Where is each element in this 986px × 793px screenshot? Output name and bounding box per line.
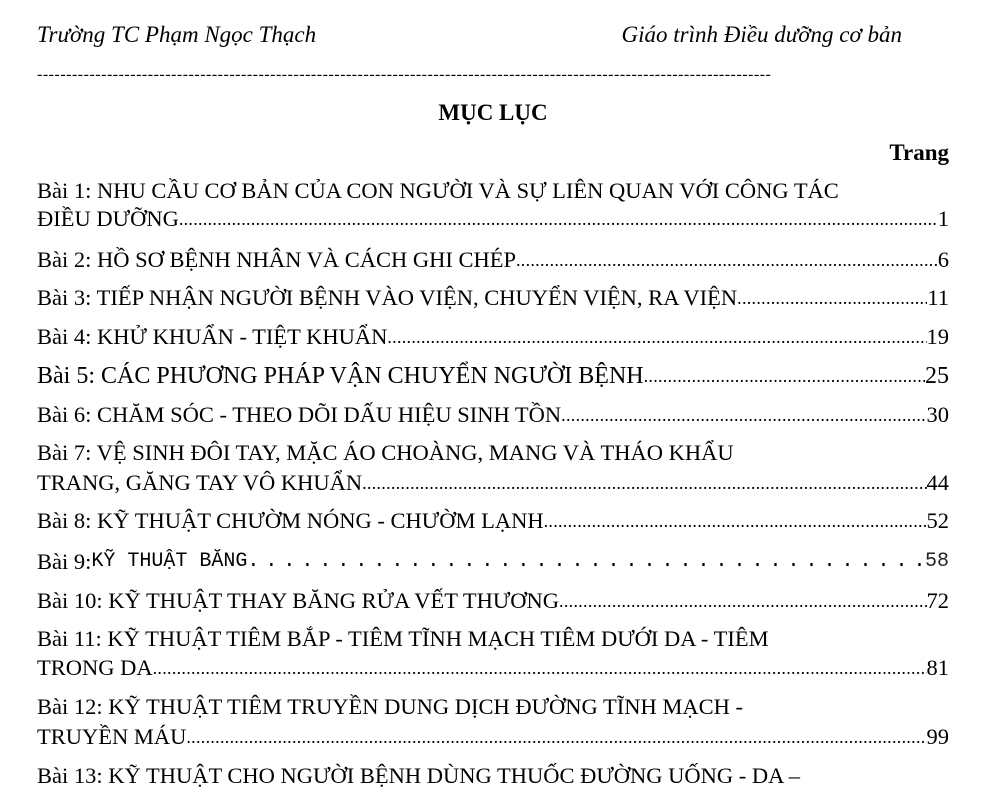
toc-entry-3[interactable] [37, 284, 949, 312]
entry-title: TRANG, GĂNG TAY VÔ KHUẨN [37, 470, 363, 495]
dot-leader [644, 362, 925, 390]
toc-entry-7[interactable] [37, 439, 949, 467]
toc-entry-8[interactable] [37, 507, 949, 535]
toc-entry-13[interactable] [37, 762, 949, 790]
toc-entry-4[interactable] [37, 323, 949, 351]
dot-leader [544, 507, 927, 535]
header-course: Giáo trình Điều dưỡng cơ bản [621, 22, 902, 47]
entry-title: Bài 5: CÁC PHƯƠNG PHÁP VẬN CHUYỂN NGƯỜI BỆNH [37, 363, 644, 389]
toc-entry-12-cont[interactable] [37, 723, 949, 751]
entry-title: ĐIỀU DƯỠNG [37, 206, 179, 231]
entry-title: TRUYỀN MÁU [37, 724, 187, 749]
page-column-header: Trang [889, 140, 949, 165]
dot-leader [247, 548, 925, 576]
entry-label: Bài 9: [37, 549, 92, 574]
entry-title: Bài 7: VỆ SINH ĐÔI TAY, MẶC ÁO CHOÀNG, MANG VÀ THÁO KHẨU [37, 440, 734, 465]
dot-leader [179, 205, 938, 233]
entry-title: Bài 4: KHỬ KHUẨN - TIỆT KHUẨN [37, 324, 388, 349]
toc-entry-1[interactable] [37, 177, 949, 205]
dot-leader [186, 723, 926, 751]
entry-title: Bài 2: HỒ SƠ BỆNH NHÂN VÀ CÁCH GHI CHÉP [37, 247, 516, 272]
dot-leader [516, 246, 938, 274]
toc-entry-5[interactable] [37, 362, 949, 390]
entry-page: 72 [926, 588, 949, 613]
dot-leader [362, 469, 926, 497]
header-school: Trường TC Phạm Ngọc Thạch [37, 22, 317, 47]
toc-entry-11[interactable] [37, 625, 949, 653]
page-title: MỤC LỤC [438, 100, 548, 125]
entry-page: 99 [926, 724, 949, 749]
entry-title: Bài 13: KỸ THUẬT CHO NGƯỜI BỆNH DÙNG THUỐC ĐƯỜNG UỐNG - DA – [37, 763, 801, 788]
entry-page: 81 [926, 655, 949, 680]
entry-title: Bài 8: KỸ THUẬT CHƯỜM NÓNG - CHƯỜM LẠNH [37, 508, 544, 533]
entry-page: 25 [925, 363, 949, 389]
entry-page: 52 [926, 508, 949, 533]
toc-entry-11-cont[interactable] [37, 654, 949, 682]
dot-leader [561, 401, 926, 429]
entry-page: 30 [926, 402, 949, 427]
toc-entry-7-cont[interactable] [37, 469, 949, 497]
entry-title: Bài 12: KỸ THUẬT TIÊM TRUYỀN DUNG DỊCH ĐƯỜNG TĨNH MẠCH - [37, 694, 743, 719]
entry-page: 58 [924, 550, 949, 573]
entry-title: KỸ THUẬT BĂNG [91, 550, 248, 573]
entry-title: TRONG DA [37, 655, 153, 680]
entry-title: Bài 6: CHĂM SÓC - THEO DÕI DẤU HIỆU SINH TỒN [37, 402, 562, 427]
entry-title: Bài 3: TIẾP NHẬN NGƯỜI BỆNH VÀO VIỆN, CHUYỂN VIỆN, RA VIỆN [37, 285, 738, 310]
toc-entry-9[interactable] [37, 548, 949, 576]
toc-entry-12[interactable] [37, 693, 949, 721]
entry-title: Bài 11: KỸ THUẬT TIÊM BẮP - TIÊM TĨNH MẠCH TIÊM DƯỚI DA - TIÊM [37, 626, 769, 651]
entry-page: 44 [926, 470, 949, 495]
entry-page: 6 [937, 247, 949, 272]
toc-entry-1-cont[interactable] [37, 205, 949, 233]
toc-entry-10[interactable] [37, 587, 949, 615]
entry-title: Bài 10: KỸ THUẬT THAY BĂNG RỬA VẾT THƯƠNG [37, 588, 560, 613]
dot-leader [737, 284, 927, 312]
entry-page: 19 [926, 324, 949, 349]
dot-leader [153, 654, 927, 682]
toc-entry-6[interactable] [37, 401, 949, 429]
header-divider: ------------------------------------------------------------------------------------------------------------------------------ [37, 66, 772, 83]
entry-page: 11 [927, 285, 949, 310]
dot-leader [559, 587, 926, 615]
toc-entry-2[interactable] [37, 246, 949, 274]
entry-page: 1 [937, 206, 949, 231]
dot-leader [387, 323, 926, 351]
entry-title: Bài 1: NHU CẦU CƠ BẢN CỦA CON NGƯỜI VÀ SỰ LIÊN QUAN VỚI CÔNG TÁC [37, 178, 839, 203]
